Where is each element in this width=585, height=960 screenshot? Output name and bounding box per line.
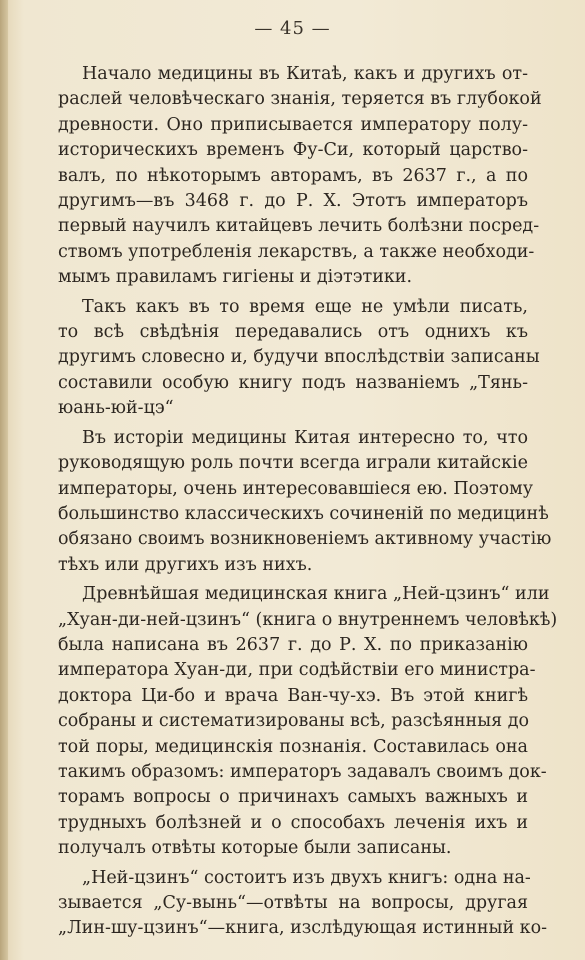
- text-line: большинство классическихъ сочиненій по медицинѣ: [58, 503, 549, 524]
- text-line: раслей человѣческаго знанія, теряется въ глубокой: [58, 89, 542, 110]
- text-line: тѣхъ или другихъ изъ нихъ.: [58, 554, 313, 575]
- page-number: — 45 —: [254, 18, 331, 39]
- text-line: другимъ словесно и, будучи впослѣдствіи записаны: [58, 347, 540, 368]
- text-line: „Лин-шу-цзинъ“—книга, изслѣдующая истинный ко-: [58, 918, 548, 939]
- text-line: получалъ отвѣты которые были записаны.: [58, 838, 452, 859]
- text-line: ствомъ употребленія лекарствъ, а также необходи-: [58, 241, 535, 262]
- book-spine-shadow: [0, 0, 8, 960]
- paragraph: [58, 866, 548, 942]
- text-line: древности. Оно приписывается императору полу-: [58, 114, 528, 135]
- paragraph: [58, 426, 552, 578]
- text-line: трудныхъ болѣзней и о способахъ леченія ихъ и: [58, 812, 528, 833]
- text-line: обязано своимъ возникновеніемъ активному участію: [58, 529, 552, 550]
- text-line: юань-юй-цэ“: [58, 398, 174, 419]
- text-line: Начало медицины въ Китаѣ, какъ и другихъ от-: [82, 64, 528, 84]
- text-line: Древнѣйшая медицинская книга „Ней-цзинъ“ или: [82, 584, 550, 605]
- text-line: другимъ—въ 3468 г. до Р. Х. Этотъ императоръ: [58, 191, 528, 212]
- text-line: собраны и систематизированы всѣ, разсѣянныя до: [58, 711, 530, 732]
- text-line: зывается „Су-вынь“—отвѣты на вопросы, другая: [58, 893, 528, 913]
- text-line: „Ней-цзинъ“ состоитъ изъ двухъ книгъ: одна на-: [82, 867, 531, 888]
- text-line: торамъ вопросы о причинахъ самыхъ важныхъ и: [58, 787, 528, 808]
- text-line: руководящую роль почти всегда играли китайскіе: [58, 453, 528, 474]
- body-text: [58, 62, 558, 942]
- text-line: императора Хуан-ди, при содѣйствіи его министра-: [58, 660, 536, 681]
- text-line: такимъ образомъ: императоръ задавалъ своимъ док-: [58, 761, 547, 782]
- text-line: доктора Ци-бо и врача Ван-чу-хэ. Въ этой книгѣ: [58, 685, 528, 706]
- paragraph: [58, 582, 558, 861]
- text-line: Въ исторіи медицины Китая интересно то, что: [82, 427, 528, 448]
- text-line: первый научилъ китайцевъ лечить болѣзни посред-: [58, 216, 540, 237]
- text-line: той поры, медицинскія познанія. Составилась она: [58, 736, 528, 757]
- text-line: была написана въ 2637 г. до Р. Х. по приказанію: [58, 634, 528, 655]
- text-line: составили особую книгу подъ названіемъ „Тянь-: [58, 372, 528, 393]
- text-line: Такъ какъ въ то время еще не умѣли писать,: [82, 296, 528, 317]
- text-line: „Хуан-ди-ней-цзинъ“ (книга о внутреннемъ человѣкѣ): [58, 609, 558, 630]
- text-line: историческихъ временъ Фу-Си, который царство-: [58, 140, 528, 161]
- text-line: мымъ правиламъ гигіены и діэтэтики.: [58, 267, 413, 288]
- paragraph: [58, 62, 542, 291]
- text-line: императоры, очень интересовавшіеся ею. Поэтому: [58, 478, 534, 499]
- text-line: валъ, по нѣкоторымъ авторамъ, въ 2637 г., а по: [58, 165, 528, 186]
- paragraph: [58, 295, 540, 422]
- text-line: то всѣ свѣдѣнія передавались отъ однихъ къ: [58, 322, 528, 343]
